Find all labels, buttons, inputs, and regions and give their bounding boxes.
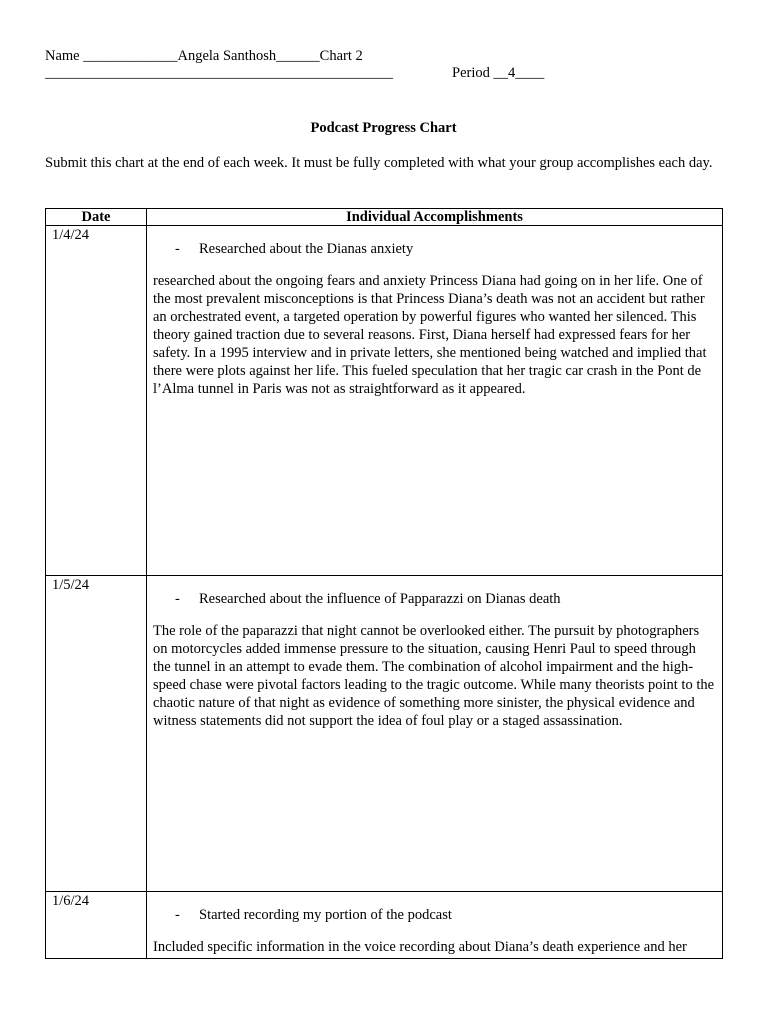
bullet-text: Started recording my portion of the podcast xyxy=(199,907,452,923)
table-row xyxy=(46,576,723,892)
name-line: Name _____________Angela Santhosh______Chart 2 xyxy=(45,48,363,64)
bullet-item xyxy=(153,240,716,258)
instructions: Submit this chart at the end of each week. It must be fully completed with what your group accomplishes each day. xyxy=(45,155,713,171)
date-column-header: Date xyxy=(46,209,147,226)
date-cell: 1/5/24 xyxy=(46,576,147,892)
table-row xyxy=(46,892,723,959)
bullet-marker: - xyxy=(175,591,180,607)
bullet-text: Researched about the Dianas anxiety xyxy=(199,241,414,257)
accomplishment-paragraph: Included specific information in the voice recording about Diana’s death experience and her xyxy=(153,939,687,955)
bullet-marker: - xyxy=(175,241,180,257)
table-row xyxy=(46,226,723,576)
bullet-item xyxy=(153,590,716,608)
accomplishments-column-header: Individual Accomplishments xyxy=(147,209,723,226)
date-cell: 1/6/24 xyxy=(46,892,147,959)
period-line: Period __4____ xyxy=(452,65,545,81)
bullet-item xyxy=(153,906,716,924)
page-title: Podcast Progress Chart xyxy=(310,120,457,136)
accomplishment-paragraph: The role of the paparazzi that night cannot be overlooked either. The pursuit by photographers on motorcycles added immense pressure to the situation, causing Henri Paul to speed through the tunnel in an attempt to evade them. The combination of alcohol impairment and the high-speed chase were pivotal factors leading to the tragic outcome. While many theorists point to the chaotic nature of that night as evidence of something more sinister, the physical evidence and witness statements did not support the idea of foul play or a staged assassination. xyxy=(153,623,715,729)
bullet-marker: - xyxy=(175,907,180,923)
accomplishments-cell xyxy=(147,892,723,959)
bullet-text: Researched about the influence of Papparazzi on Dianas death xyxy=(199,591,561,607)
accomplishments-cell xyxy=(147,226,723,576)
cell-content xyxy=(153,892,716,958)
blank-line: ________________________________________________ xyxy=(45,65,393,81)
table-header-row xyxy=(46,209,723,226)
accomplishments-cell xyxy=(147,576,723,892)
progress-chart-table xyxy=(45,208,723,959)
date-cell: 1/4/24 xyxy=(46,226,147,576)
accomplishment-paragraph: researched about the ongoing fears and anxiety Princess Diana had going on in her life. One of the most prevalent misconceptions is that Princess Diana’s death was not an accident but rather an orchestrated event, a targeted operation by powerful figures who wanted her silenced. This theory gained traction due to several reasons. First, Diana herself had expressed fears for her safety. In a 1995 interview and in private letters, she mentioned being watched and implied that there were plots against her life. This fueled speculation that her tragic car crash in the Pont de l’Alma tunnel in Paris was not as straightforward as it appeared. xyxy=(153,273,707,397)
